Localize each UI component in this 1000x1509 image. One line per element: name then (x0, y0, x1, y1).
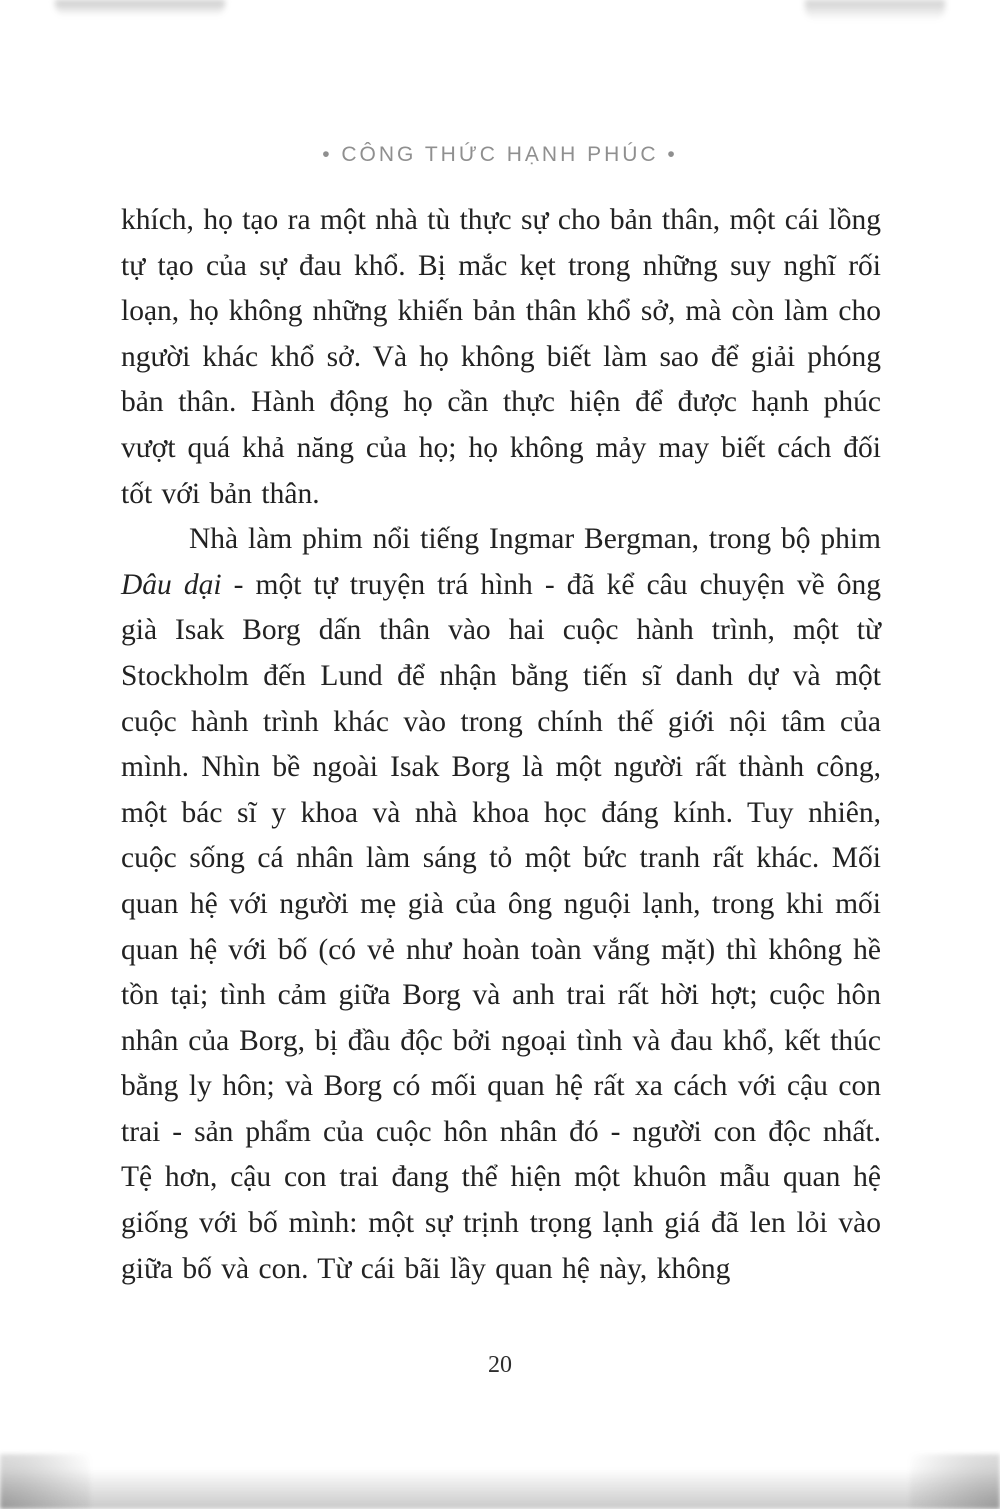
scan-artifact-bottom (0, 1469, 1000, 1509)
scan-artifact-bottom-left (0, 1454, 90, 1509)
running-header: • CÔNG THỨC HẠNH PHÚC • (322, 143, 678, 166)
scan-artifact-bottom-right (910, 1454, 1000, 1509)
scan-artifact-top-right (805, 0, 945, 20)
paragraph-text: - một tự truyện trá hình - đã kể câu chuyện về ông già Isak Borg dấn thân vào hai cuộc hành trình, một từ Stockholm đến Lund để nhận bằng tiến sĩ danh dự và một cuộc hành trình khác vào trong chính thế giới nội tâm của mình. Nhìn bề ngoài Isak Borg là một người rất thành công, một bác sĩ y khoa và nhà khoa học đáng kính. Tuy nhiên, cuộc sống cá nhân làm sáng tỏ một bức tranh rất khác. Mối quan hệ với người mẹ già của ông nguội lạnh, trong khi mối quan hệ với bố (có vẻ như hoàn toàn vắng mặt) thì không hề tồn tại; tình cảm giữa Borg và anh trai rất hời hợt; cuộc hôn nhân của Borg, bị đầu độc bởi ngoại tình và đau khổ, kết thúc bằng ly hôn; và Borg có mối quan hệ rất xa cách với cậu con trai - sản phẩm của cuộc hôn nhân đó - người con độc nhất. Tệ hơn, cậu con trai đang thể hiện một khuôn mẫu quan hệ giống với bố mình: một sự trịnh trọng lạnh giá đã len lỏi vào giữa bố và con. Từ cái bãi lầy quan hệ này, không (121, 568, 882, 1285)
paragraph (121, 517, 881, 1292)
paragraph (121, 198, 881, 517)
paragraph-text: Nhà làm phim nổi tiếng Ingmar Bergman, trong bộ phim (189, 523, 881, 556)
page-body-text (121, 198, 881, 1292)
paragraph-text: khích, họ tạo ra một nhà tù thực sự cho bản thân, một cái lồng tự tạo của sự đau khổ. Bị mắc kẹt trong những suy nghĩ rối loạn, họ không những khiến bản thân khổ sở, mà còn làm cho người khác khổ sở. Và họ không biết làm sao để giải phóng bản thân. Hành động họ cần thực hiện để được hạnh phúc vượt quá khả năng của họ; họ không mảy may biết cách đối tốt với bản thân. (121, 204, 881, 510)
page-number: 20 (488, 1352, 512, 1378)
scan-artifact-top-left (55, 0, 225, 16)
book-title-italic: Dâu dại (121, 568, 222, 601)
